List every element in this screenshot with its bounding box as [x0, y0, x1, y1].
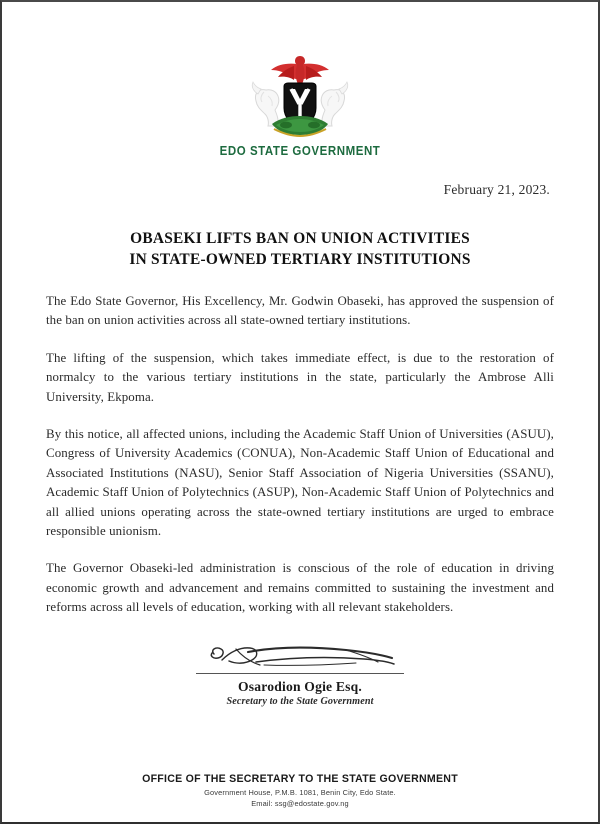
- paragraph: The Governor Obaseki-led administration is conscious of the role of education in driving economic growth and advancement and remains committed to sustaining the investment and reforms across all levels of education, working with all relevant stakeholders.: [46, 561, 554, 615]
- footer-email: Email: ssg@edostate.gov.ng: [251, 799, 349, 808]
- headline-line-1: OBASEKI LIFTS BAN ON UNION ACTIVITIES: [130, 230, 470, 247]
- footer-address: Government House, P.M.B. 1081, Benin City, Edo State.: [204, 788, 396, 797]
- footer: [2, 773, 598, 808]
- body-copy: [46, 292, 554, 618]
- nigeria-coat-of-arms-icon: [244, 46, 356, 142]
- footer-office: OFFICE OF THE SECRETARY TO THE STATE GOVERNMENT: [142, 773, 458, 785]
- paragraph: The Edo State Governor, His Excellency, Mr. Godwin Obaseki, has approved the suspension of the ban on union activities across all state-owned tertiary institutions.: [46, 294, 554, 328]
- signatory-title: Secretary to the State Government: [226, 695, 374, 707]
- handwritten-signature-icon: [196, 636, 404, 672]
- signature-block: [2, 636, 598, 709]
- page-title: [54, 228, 546, 270]
- headline-line-2: IN STATE-OWNED TERTIARY INSTITUTIONS: [129, 251, 471, 268]
- signature-rule: [196, 672, 404, 674]
- paragraph: The lifting of the suspension, which takes immediate effect, is due to the restoration of normalcy to the various tertiary institutions in the state, particularly the Ambrose Alli University, Ekpoma.: [46, 350, 554, 404]
- organization-name: EDO STATE GOVERNMENT: [219, 144, 381, 158]
- document-date: February 21, 2023.: [443, 182, 550, 197]
- paragraph: By this notice, all affected unions, including the Academic Staff Union of Universities (ASUU), Congress of University Academics (CONUA), Non-Academic Staff Union of Educational and Associated Institutions (NASU), Senior Staff Association of Nigeria Universities (SSANU), Academic Staff Union of Polytechnics (ASUP), Non-Academic Staff Union of Polytechnics and all allied unions operating across the state-owned tertiary institutions are urged to embrace responsible unionism.: [46, 427, 554, 539]
- signatory-name: Osarodion Ogie Esq.: [237, 678, 363, 694]
- letterhead: [2, 2, 598, 158]
